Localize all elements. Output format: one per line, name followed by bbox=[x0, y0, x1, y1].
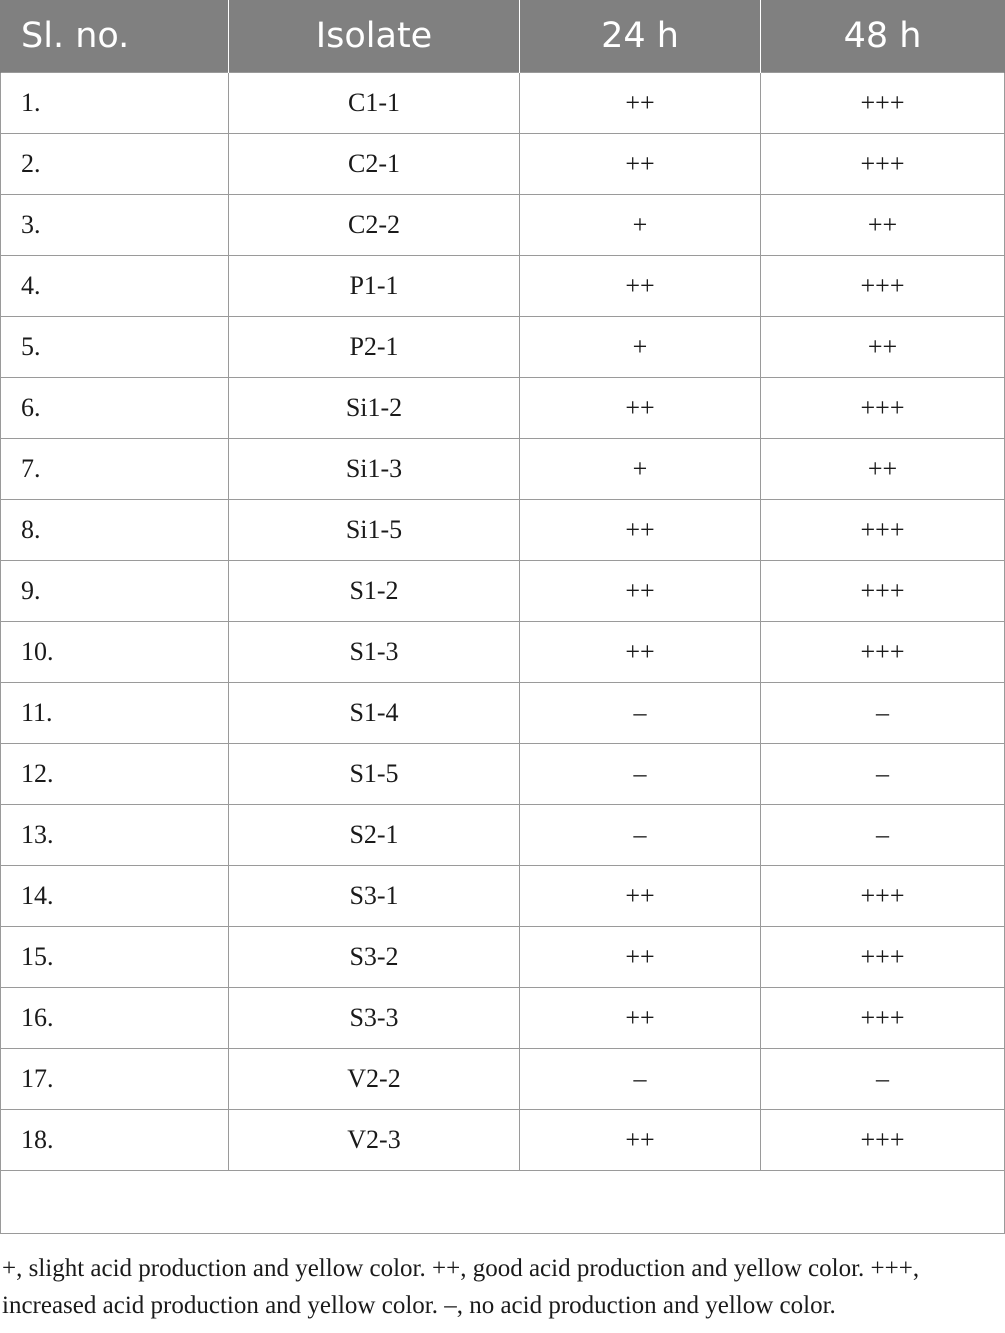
cell-24h: + bbox=[520, 317, 761, 378]
cell-24h: ++ bbox=[520, 73, 761, 134]
cell-isolate: C2-2 bbox=[229, 195, 520, 256]
cell-48h: – bbox=[761, 683, 1005, 744]
cell-sl-no: 16. bbox=[1, 988, 229, 1049]
cell-48h: – bbox=[761, 744, 1005, 805]
cell-48h: +++ bbox=[761, 73, 1005, 134]
cell-sl-no: 17. bbox=[1, 1049, 229, 1110]
cell-48h: ++ bbox=[761, 317, 1005, 378]
cell-sl-no: 18. bbox=[1, 1110, 229, 1171]
cell-24h: ++ bbox=[520, 500, 761, 561]
cell-isolate: V2-3 bbox=[229, 1110, 520, 1171]
cell-48h: +++ bbox=[761, 256, 1005, 317]
cell-24h: ++ bbox=[520, 134, 761, 195]
table-row bbox=[1, 256, 1005, 317]
table-row bbox=[1, 439, 1005, 500]
cell-24h: – bbox=[520, 683, 761, 744]
cell-isolate: S3-1 bbox=[229, 866, 520, 927]
cell-sl-no: 8. bbox=[1, 500, 229, 561]
table-row bbox=[1, 134, 1005, 195]
cell-24h: ++ bbox=[520, 622, 761, 683]
header-sl-no: Sl. no. bbox=[1, 0, 229, 73]
cell-isolate: P1-1 bbox=[229, 256, 520, 317]
table-row bbox=[1, 805, 1005, 866]
table-body bbox=[1, 73, 1005, 1234]
cell-sl-no: 3. bbox=[1, 195, 229, 256]
cell-isolate: Si1-3 bbox=[229, 439, 520, 500]
cell-sl-no: 4. bbox=[1, 256, 229, 317]
cell-24h: – bbox=[520, 744, 761, 805]
cell-24h: – bbox=[520, 805, 761, 866]
cell-48h: +++ bbox=[761, 500, 1005, 561]
cell-24h: ++ bbox=[520, 378, 761, 439]
cell-sl-no: 15. bbox=[1, 927, 229, 988]
cell-isolate: V2-2 bbox=[229, 1049, 520, 1110]
cell-sl-no: 11. bbox=[1, 683, 229, 744]
cell-isolate: S3-2 bbox=[229, 927, 520, 988]
cell-sl-no: 14. bbox=[1, 866, 229, 927]
table-row bbox=[1, 866, 1005, 927]
header-isolate: Isolate bbox=[229, 0, 520, 73]
table-row bbox=[1, 744, 1005, 805]
cell-48h: +++ bbox=[761, 622, 1005, 683]
cell-24h: + bbox=[520, 439, 761, 500]
cell-48h: +++ bbox=[761, 1110, 1005, 1171]
cell-48h: +++ bbox=[761, 378, 1005, 439]
cell-isolate: P2-1 bbox=[229, 317, 520, 378]
cell-24h: ++ bbox=[520, 866, 761, 927]
cell-sl-no: 12. bbox=[1, 744, 229, 805]
cell-isolate: C2-1 bbox=[229, 134, 520, 195]
table-row bbox=[1, 1110, 1005, 1171]
table-row bbox=[1, 1049, 1005, 1110]
cell-isolate: S3-3 bbox=[229, 988, 520, 1049]
table-row bbox=[1, 561, 1005, 622]
header-48h: 48 h bbox=[761, 0, 1005, 73]
cell-48h: +++ bbox=[761, 988, 1005, 1049]
table-row bbox=[1, 195, 1005, 256]
cell-sl-no: 13. bbox=[1, 805, 229, 866]
table-footnote: +, slight acid production and yellow color. ++, good acid production and yellow color. +++, increased acid production and yellow color. –, no acid production and yellow color. bbox=[2, 1255, 920, 1319]
table-row bbox=[1, 622, 1005, 683]
cell-24h: ++ bbox=[520, 988, 761, 1049]
cell-sl-no: 5. bbox=[1, 317, 229, 378]
cell-isolate: S1-4 bbox=[229, 683, 520, 744]
cell-sl-no: 2. bbox=[1, 134, 229, 195]
cell-48h: ++ bbox=[761, 195, 1005, 256]
cell-48h: +++ bbox=[761, 866, 1005, 927]
cell-isolate: Si1-2 bbox=[229, 378, 520, 439]
table-row bbox=[1, 500, 1005, 561]
cell-sl-no: 6. bbox=[1, 378, 229, 439]
table-row bbox=[1, 317, 1005, 378]
cell-48h: +++ bbox=[761, 561, 1005, 622]
empty-cell bbox=[1, 1171, 1005, 1234]
cell-48h: – bbox=[761, 805, 1005, 866]
cell-24h: ++ bbox=[520, 1110, 761, 1171]
cell-24h: + bbox=[520, 195, 761, 256]
cell-sl-no: 10. bbox=[1, 622, 229, 683]
cell-isolate: Si1-5 bbox=[229, 500, 520, 561]
cell-sl-no: 7. bbox=[1, 439, 229, 500]
cell-isolate: S1-5 bbox=[229, 744, 520, 805]
table-header bbox=[1, 0, 1005, 73]
cell-48h: +++ bbox=[761, 134, 1005, 195]
cell-isolate: S1-2 bbox=[229, 561, 520, 622]
cell-24h: ++ bbox=[520, 927, 761, 988]
table-row bbox=[1, 683, 1005, 744]
cell-24h: ++ bbox=[520, 256, 761, 317]
cell-sl-no: 1. bbox=[1, 73, 229, 134]
empty-table-row bbox=[1, 1171, 1005, 1234]
cell-sl-no: 9. bbox=[1, 561, 229, 622]
table-row bbox=[1, 927, 1005, 988]
cell-isolate: C1-1 bbox=[229, 73, 520, 134]
cell-48h: ++ bbox=[761, 439, 1005, 500]
cell-48h: – bbox=[761, 1049, 1005, 1110]
table-row bbox=[1, 378, 1005, 439]
table-row bbox=[1, 988, 1005, 1049]
cell-24h: ++ bbox=[520, 561, 761, 622]
cell-isolate: S1-3 bbox=[229, 622, 520, 683]
cell-isolate: S2-1 bbox=[229, 805, 520, 866]
header-24h: 24 h bbox=[520, 0, 761, 73]
table-row bbox=[1, 73, 1005, 134]
cell-48h: +++ bbox=[761, 927, 1005, 988]
header-row bbox=[1, 0, 1005, 73]
cell-24h: – bbox=[520, 1049, 761, 1110]
